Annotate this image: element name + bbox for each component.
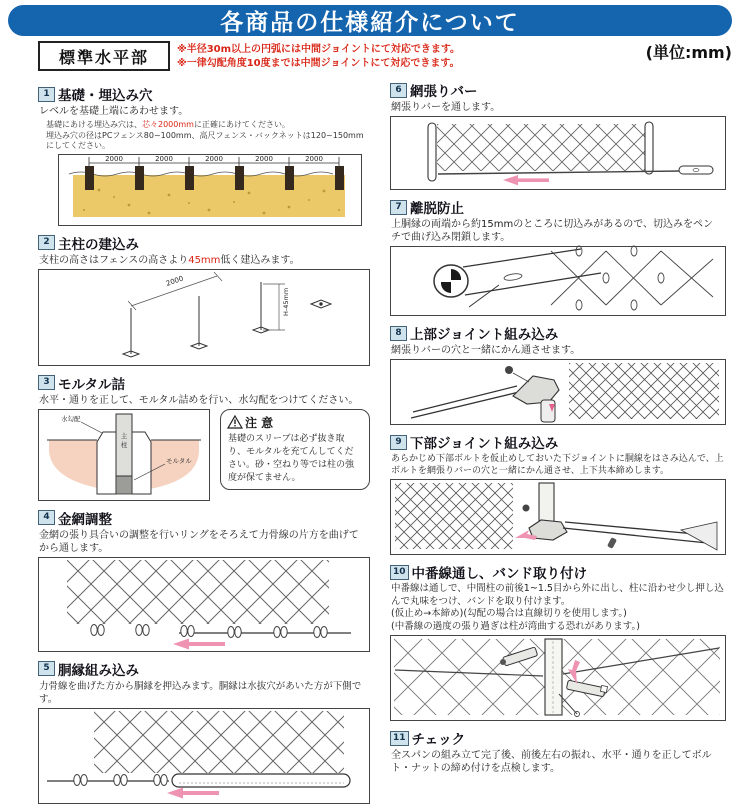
diagram-middle-wire (390, 635, 726, 721)
diagram-rail-insert (38, 708, 370, 804)
tension-bar (438, 171, 681, 174)
section-title-text: 上部ジョイント組み込み (410, 327, 559, 343)
mortar-cross-section (39, 410, 209, 498)
net-bar-drawing (391, 117, 723, 187)
left-post (428, 123, 436, 181)
diagram-upper-joint (390, 359, 726, 425)
section-middle-wire-band (390, 562, 726, 721)
middle-post (545, 639, 562, 715)
rail-insert-drawing (39, 709, 367, 801)
chain-link-mesh (94, 711, 344, 773)
top-notes (177, 43, 460, 71)
svg-text:2000: 2000 (305, 154, 323, 163)
bolt-head (505, 366, 513, 374)
section-title (38, 659, 370, 679)
page-title: 各商品の仕様紹介について (220, 10, 520, 36)
section-title-text: 基礎・埋込み穴 (58, 88, 153, 104)
band-bolt-upper (500, 659, 506, 665)
mesh-adjust-drawing (39, 558, 367, 649)
section-fine-print: 基礎にあける埋込み穴は、芯々2000mmに正確にあけてください。 埋込み穴の径はPCフェンス80~100mm、高尺フェンス・バックネットは120~150mmにしてください。 (46, 120, 364, 150)
section-desc: 力骨線を曲げた方から胴縁を押込みます。胴縁は水抜穴があいた方が下側です。 (39, 680, 362, 705)
step-number-badge: 9 (390, 435, 407, 450)
section-title (38, 84, 370, 104)
upper-joint-drawing (391, 360, 723, 422)
right-post (645, 122, 653, 174)
left-column (38, 84, 370, 811)
diagram-mesh-adjust (38, 557, 370, 652)
section-desc: レベルを基礎上端にあわせます。 (39, 106, 189, 117)
section-check (390, 728, 726, 775)
lower-bolt (607, 537, 617, 549)
section-desc: 網張りバーの穴と一緒にかん通させます。 (391, 345, 581, 356)
pink-arrow-left-icon (503, 175, 549, 185)
section-title (390, 80, 726, 100)
caution-box (220, 409, 370, 490)
pink-arrow-left-icon (173, 638, 225, 649)
rings (74, 774, 167, 785)
slope-label: 水勾配 (61, 414, 81, 423)
section-title (38, 373, 370, 393)
lower-joint-drawing (391, 480, 723, 552)
caution-title: 注 意 (245, 415, 274, 430)
foundation-right (132, 432, 151, 494)
diagram-detach-prevention (390, 246, 726, 316)
posts (123, 282, 331, 357)
post-top (541, 400, 555, 422)
step-number-badge: 6 (390, 83, 407, 98)
caution-body: 基礎のスリーブは必ず抜き取り、モルタルを充てんしてください。砂・空ねり等では柱の強度が保てません。 (228, 433, 355, 483)
step-number-badge: 5 (38, 661, 55, 676)
dimension-labels (105, 155, 323, 163)
upper-bolt (523, 505, 530, 512)
section-desc: 金網の張り具合いの調整を行いリングをそろえて力骨線の片方を曲げてから通します。 (39, 529, 359, 554)
caution-title-row (228, 414, 362, 431)
section-title-text: チェック (411, 732, 466, 748)
pink-arrow-left-icon (167, 787, 219, 798)
bar-edge-2 (413, 386, 517, 412)
foundation-cross-section (59, 155, 359, 223)
section-post-erection (38, 233, 370, 366)
diagram-post-erection (38, 269, 370, 366)
middle-wire-drawing (391, 636, 723, 718)
bolt-axis (513, 373, 529, 382)
section-mesh-adjust (38, 508, 370, 652)
note-line-1: ※半径30m以上の円弧には中間ジョイントにて対応できます。 (177, 44, 461, 55)
step-number-badge: 11 (390, 731, 409, 746)
section-title-text: モルタル詰 (58, 376, 125, 393)
section-desc: 上胴縁の両端から約15mmのところに切込みがあるので、切込みをペンチで曲げ込み閉鎖します。 (391, 219, 714, 243)
tube-end-drawing (391, 247, 723, 313)
mesh-wires (551, 246, 713, 310)
note-line-2: ※一律勾配角度10度までは中間ジョイントにて対応できます。 (177, 58, 460, 69)
section-title (390, 562, 726, 582)
step-number-badge: 2 (38, 235, 55, 250)
mortar (116, 474, 132, 494)
slope-leader (81, 422, 102, 433)
unit-label: (単位:mm) (645, 43, 732, 62)
chain-link-mesh (395, 483, 513, 549)
dim-2000: 2000 (165, 274, 185, 288)
diagram-mortar (38, 409, 210, 501)
post-label-2: 柱 (120, 440, 128, 449)
foundation-left (97, 432, 116, 494)
bar-end-tube (679, 166, 713, 174)
warning-icon (228, 416, 242, 428)
section-desc: 水平・通りを正して、モルタル詰めを行い、水勾配をつけてください。 (39, 394, 359, 406)
chain-link-mesh (569, 363, 719, 419)
section-desc: 全スパンの組み立て完了後、前後左右の振れ、水平・通りを正してボルト・ナットの締め付けを点検します。 (391, 750, 712, 774)
step-number-badge: 10 (390, 565, 409, 580)
step-number-badge: 1 (38, 87, 55, 102)
bar-edge-1 (411, 392, 519, 418)
section-lower-joint (390, 432, 726, 555)
step-number-badge: 8 (390, 326, 407, 341)
plier-hint (469, 285, 499, 307)
section-foundation-hole (38, 84, 370, 226)
tube-top-edge (463, 249, 581, 267)
band-bolt-lower (600, 685, 607, 692)
section-title (38, 508, 370, 528)
svg-text:2000: 2000 (255, 154, 273, 163)
post-label-1: 主 (120, 431, 128, 440)
svg-text:2000: 2000 (205, 154, 223, 163)
section-title (390, 323, 726, 343)
svg-text:2000: 2000 (155, 154, 173, 163)
svg-text:2000: 2000 (105, 154, 123, 163)
chain-link-mesh (67, 560, 329, 624)
rings (91, 624, 327, 637)
section-title-text: 金網調整 (58, 511, 112, 528)
right-column (390, 80, 726, 782)
section-title (390, 728, 726, 748)
highlight-red: 芯々2000mm (142, 120, 194, 129)
diagram-net-bar (390, 116, 726, 190)
section-title (38, 233, 370, 253)
section-title-text: 主柱の建込み (58, 236, 139, 253)
section-rail-insert (38, 659, 370, 804)
section-desc: 中番線は通しで、中間柱の前後1~1.5目から外に出し、柱に沿わせ少し押し込んで丸味をつけ、バンドを取り付けます。 (仮止め→本締め)(勾配の場合は直線切りを使用します。) (中番線の過度の張り過ぎは柱が湾曲する恐れがあります。) (391, 583, 724, 632)
step-number-badge: 4 (38, 510, 55, 525)
section-title (390, 432, 726, 452)
post-isometric-drawing (39, 270, 367, 363)
rail-shadow (681, 522, 717, 550)
section-title-text: 下部ジョイント組み込み (410, 436, 559, 452)
section-detach-prevention (390, 197, 726, 316)
highlight-red: 45mm (188, 254, 221, 266)
section-desc: あらかじめ下部ボルトを仮止めしておいた下ジョイントに胴線をはさみ込んで、上ボルトを網張りバーの穴と一緒にかん通させ、上下共本締めします。 (391, 454, 724, 476)
step-number-badge: 3 (38, 375, 55, 390)
section-desc: 網張りバーを通します。 (391, 102, 501, 113)
section-net-bar (390, 80, 726, 190)
section-mortar-fill (38, 373, 370, 501)
mortar-label: モルタル (166, 456, 192, 465)
dim-h45: H-45mm (282, 287, 290, 316)
drain-hole (504, 273, 523, 282)
section-title-text: 離脱防止 (410, 201, 464, 217)
section-title-text: 胴縁組み込み (58, 662, 139, 679)
post (539, 483, 554, 525)
diagram-lower-joint (390, 479, 726, 555)
section-upper-joint (390, 323, 726, 425)
page-title-bar (8, 5, 732, 36)
section-title-text: 網張りバー (410, 84, 478, 100)
rail-tube (172, 774, 350, 787)
standard-horizontal-label: 標準水平部 (38, 41, 170, 71)
section-title-text: 中番線通し、バンド取り付け (411, 566, 588, 582)
chain-link-mesh (437, 124, 645, 171)
diagram-foundation (58, 154, 362, 226)
section-desc: 支柱の高さはフェンスの高さより45mm低く建込みます。 (39, 254, 300, 266)
section-title (390, 197, 726, 217)
step-number-badge: 7 (390, 200, 407, 215)
